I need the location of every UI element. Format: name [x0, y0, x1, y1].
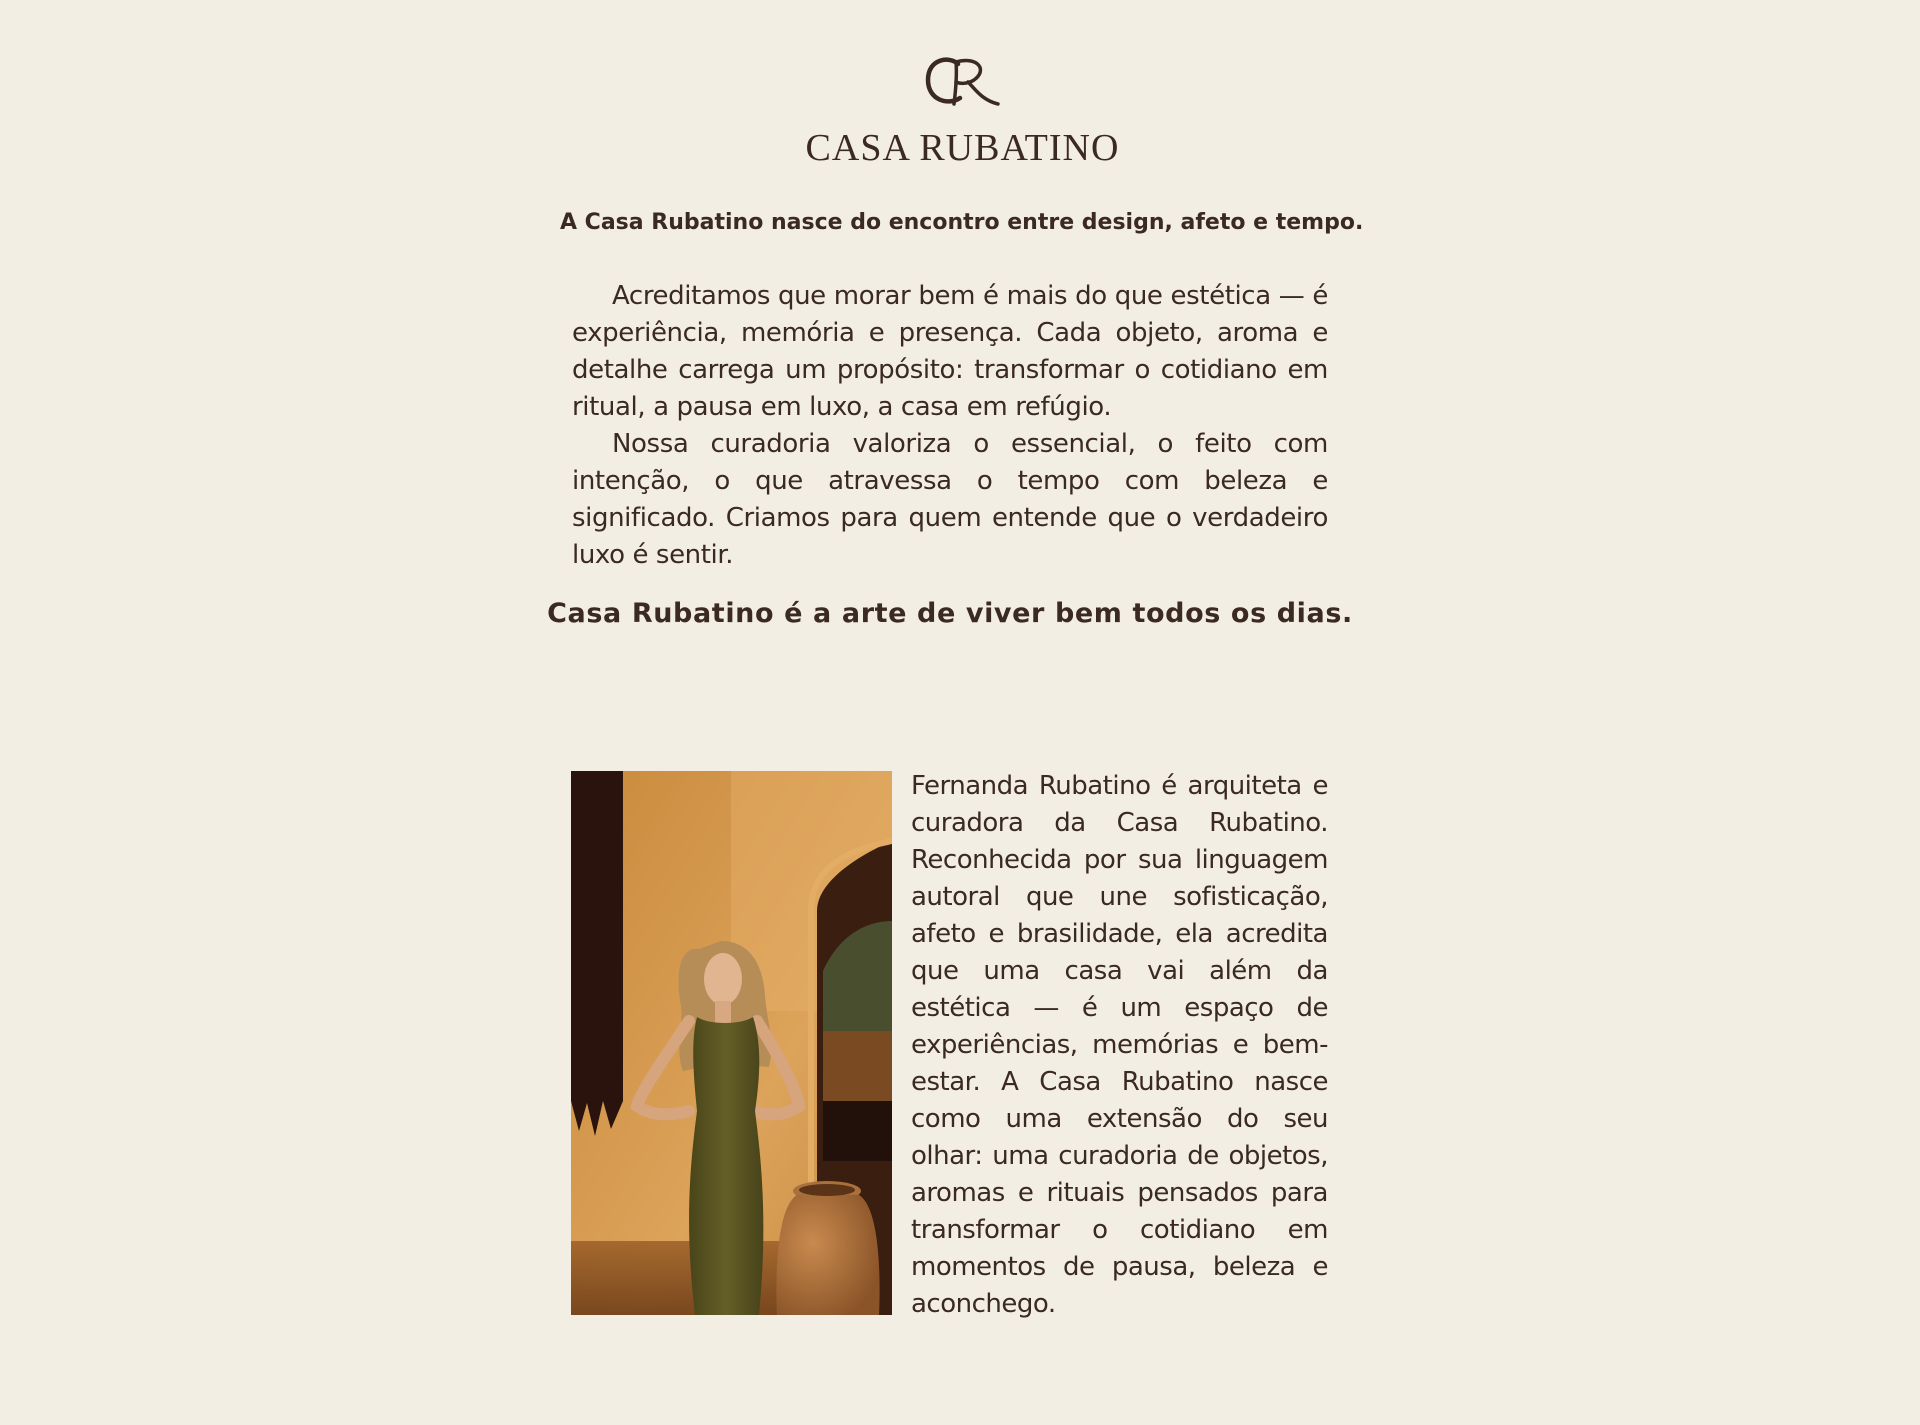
monogram-logo: [918, 54, 1008, 110]
founder-bio: Fernanda Rubatino é arquiteta e curadora da Casa Rubatino. Reconhecida por sua linguagem autoral que une sofisticação, afeto e brasilidade, ela acredita que uma casa vai além da estética — é um espaço de experiências, memórias e bem-estar. A Casa Rubatino nasce como uma extensão do seu olhar: uma curadoria de objetos, aromas e rituais pensados para transformar o cotidiano em momentos de pausa, beleza e aconchego.: [911, 771, 1328, 1319]
intro-tagline: A Casa Rubatino nasce do encontro entre design, afeto e tempo.: [560, 210, 1364, 235]
intro-text: [572, 278, 1328, 574]
founder-photo: [571, 771, 892, 1315]
intro-paragraph: Nossa curadoria valoriza o essencial, o feito com intenção, o que atravessa o tempo com beleza e significado. Criamos para quem entende que o verdadeiro luxo é sentir.: [572, 429, 1328, 570]
brand-logo[interactable]: [795, 54, 1130, 174]
closing-statement: Casa Rubatino é a arte de viver bem todos os dias.: [547, 598, 1353, 629]
brand-wordmark: CASA RUBATINO: [805, 127, 1120, 169]
intro-paragraph: Acreditamos que morar bem é mais do que estética — é experiência, memória e presença. Cada objeto, aroma e detalhe carrega um propósito: transformar o cotidiano em ritual, a pausa em luxo, a casa em refúgio.: [572, 281, 1328, 422]
